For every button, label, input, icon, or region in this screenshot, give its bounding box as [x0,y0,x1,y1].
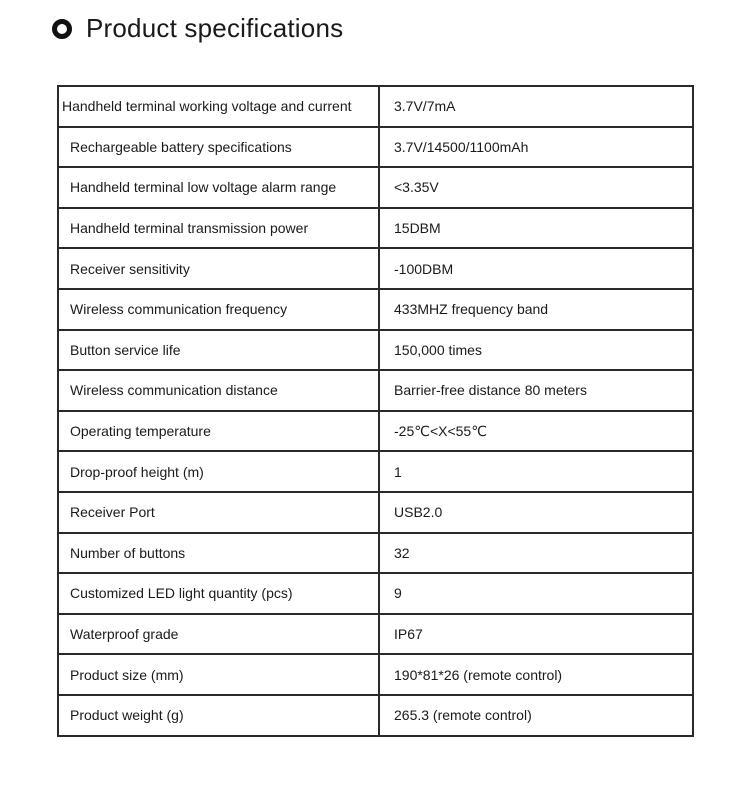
spec-label: Button service life [58,330,379,371]
spec-value: 32 [379,533,693,574]
page-header [52,8,343,48]
spec-label: Handheld terminal working voltage and current [58,86,379,127]
spec-label: Operating temperature [58,411,379,452]
spec-table [57,85,694,737]
table-row [58,127,693,168]
table-row [58,289,693,330]
spec-value: IP67 [379,614,693,655]
spec-value: 15DBM [379,208,693,249]
spec-label: Drop-proof height (m) [58,451,379,492]
spec-value: USB2.0 [379,492,693,533]
page-title: Product specifications [86,12,344,43]
spec-label: Customized LED light quantity (pcs) [58,573,379,614]
ring-icon [52,19,72,39]
spec-value: Barrier-free distance 80 meters [379,370,693,411]
table-row [58,248,693,289]
table-row [58,451,693,492]
spec-value: 265.3 (remote control) [379,695,693,736]
spec-value: 9 [379,573,693,614]
spec-label: Handheld terminal transmission power [58,208,379,249]
spec-label: Waterproof grade [58,614,379,655]
spec-value: -25℃<X<55℃ [379,411,693,452]
table-row [58,533,693,574]
spec-label: Product weight (g) [58,695,379,736]
spec-value: 190*81*26 (remote control) [379,654,693,695]
table-row [58,654,693,695]
spec-value: 1 [379,451,693,492]
table-row [58,695,693,736]
table-row [58,167,693,208]
table-row [58,330,693,371]
table-row [58,492,693,533]
spec-label: Receiver Port [58,492,379,533]
spec-label: Handheld terminal low voltage alarm range [58,167,379,208]
spec-label: Wireless communication frequency [58,289,379,330]
table-row [58,86,693,127]
table-row [58,573,693,614]
spec-value: <3.35V [379,167,693,208]
table-row [58,208,693,249]
spec-label: Receiver sensitivity [58,248,379,289]
spec-value: 3.7V/14500/1100mAh [379,127,693,168]
spec-label: Rechargeable battery specifications [58,127,379,168]
table-row [58,411,693,452]
spec-label: Product size (mm) [58,654,379,695]
spec-value: 433MHZ frequency band [379,289,693,330]
spec-label: Wireless communication distance [58,370,379,411]
spec-value: 3.7V/7mA [379,86,693,127]
spec-label: Number of buttons [58,533,379,574]
table-row [58,370,693,411]
spec-value: -100DBM [379,248,693,289]
table-row [58,614,693,655]
spec-value: 150,000 times [379,330,693,371]
